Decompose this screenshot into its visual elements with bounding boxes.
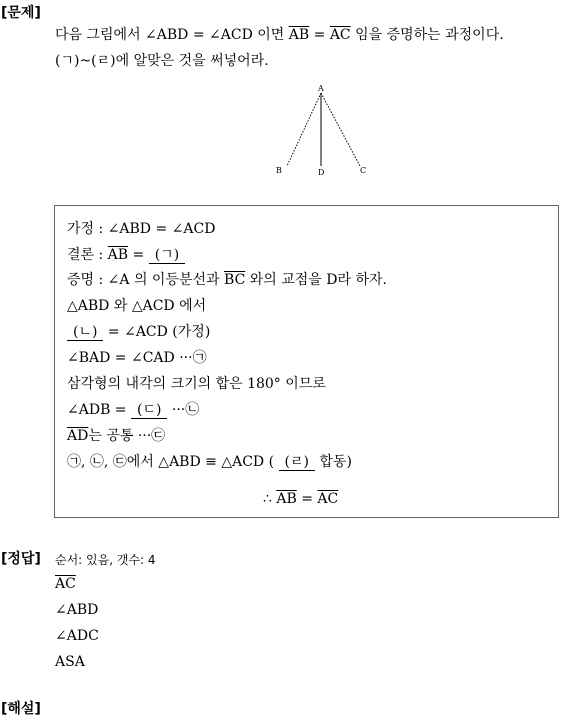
proof-conclusion-final [263,491,338,507]
problem-text-part: 임을 증명하는 과정이다. [350,27,504,43]
segment-ac [321,93,360,166]
final-segment-1: $\overline{AB}$ [276,491,297,507]
answer-item-3: ∠ADC [55,628,99,644]
answer-meta: 순서: 있음, 갯수: 4 [55,553,156,567]
proof-step-4 [67,399,199,419]
problem-text-part: = [309,27,330,43]
proof-setup-prefix: 증명 : ∠A 의 이등분선과 [67,272,225,288]
problem-segment: $\overline{AC}$ [329,27,351,43]
step-4-prefix: ∠ADB = [67,402,131,418]
answer-item-1-text: $\overline{AC}$ [55,576,76,592]
step-5-suffix: 는 공통 ···㉢ [88,428,166,444]
blank-2: (ㄴ) [67,325,103,341]
proof-assumption: 가정 : ∠ABD = ∠ACD [67,221,216,237]
conclusion-equals: = [128,247,149,263]
label-c: C [360,166,367,175]
step-6-prefix: ㉠, ㉡, ㉢에서 △ABD ≡ △ACD ( [67,454,279,470]
blank-3: (ㄷ) [131,403,167,419]
step-1-suffix: = ∠ACD (가정) [103,324,211,340]
final-segment-2: $\overline{AC}$ [317,491,339,507]
problem-line-1-text [55,27,504,43]
proof-setup [67,269,387,289]
proof-step-6 [67,451,352,471]
problem-text-part: 다음 그림에서 ∠ABD = ∠ACD 이면 [55,27,289,43]
label-b: B [276,166,282,175]
proof-step-3: 삼각형의 내각의 크기의 합은 180° 이므로 [67,376,326,392]
problem-header: [문제] [1,5,41,21]
step-5-segment: $\overline{AD}$ [67,428,89,444]
segment-ab [287,93,321,166]
proof-step-5 [67,425,165,445]
problem-segment: $\overline{AB}$ [288,27,310,43]
final-equals: = [296,491,318,507]
step-6-suffix: 합동) [314,454,352,470]
explanation-header: [해설] [1,701,41,717]
proof-step-2: ∠BAD = ∠CAD ···㉠ [67,350,207,366]
proof-step-1 [67,321,210,341]
answer-item-4: ASA [55,654,85,670]
problem-line-2: (ㄱ)~(ㄹ)에 알맞은 것을 써넣어라. [55,53,269,69]
answer-header: [정답] [1,551,41,567]
problem-line-1 [55,24,504,44]
therefore-sign: ∴ [263,491,277,507]
conclusion-segment: $\overline{AB}$ [107,247,129,263]
answer-item-2: ∠ABD [55,602,99,618]
blank-1: (ㄱ) [149,248,185,264]
triangle-figure [270,84,380,180]
blank-4: (ㄹ) [279,455,315,471]
proof-box [54,205,559,518]
proof-triangles: △ABD 와 △ACD 에서 [67,298,207,314]
proof-setup-suffix: 와의 교점을 D라 하자. [245,272,387,288]
conclusion-label: 결론 : [67,247,108,263]
label-a: A [318,84,324,93]
proof-conclusion [67,244,185,264]
label-d: D [318,168,325,177]
proof-setup-segment: $\overline{BC}$ [224,272,246,288]
answer-item-1 [55,576,76,592]
step-4-suffix: ···㉡ [167,402,200,418]
